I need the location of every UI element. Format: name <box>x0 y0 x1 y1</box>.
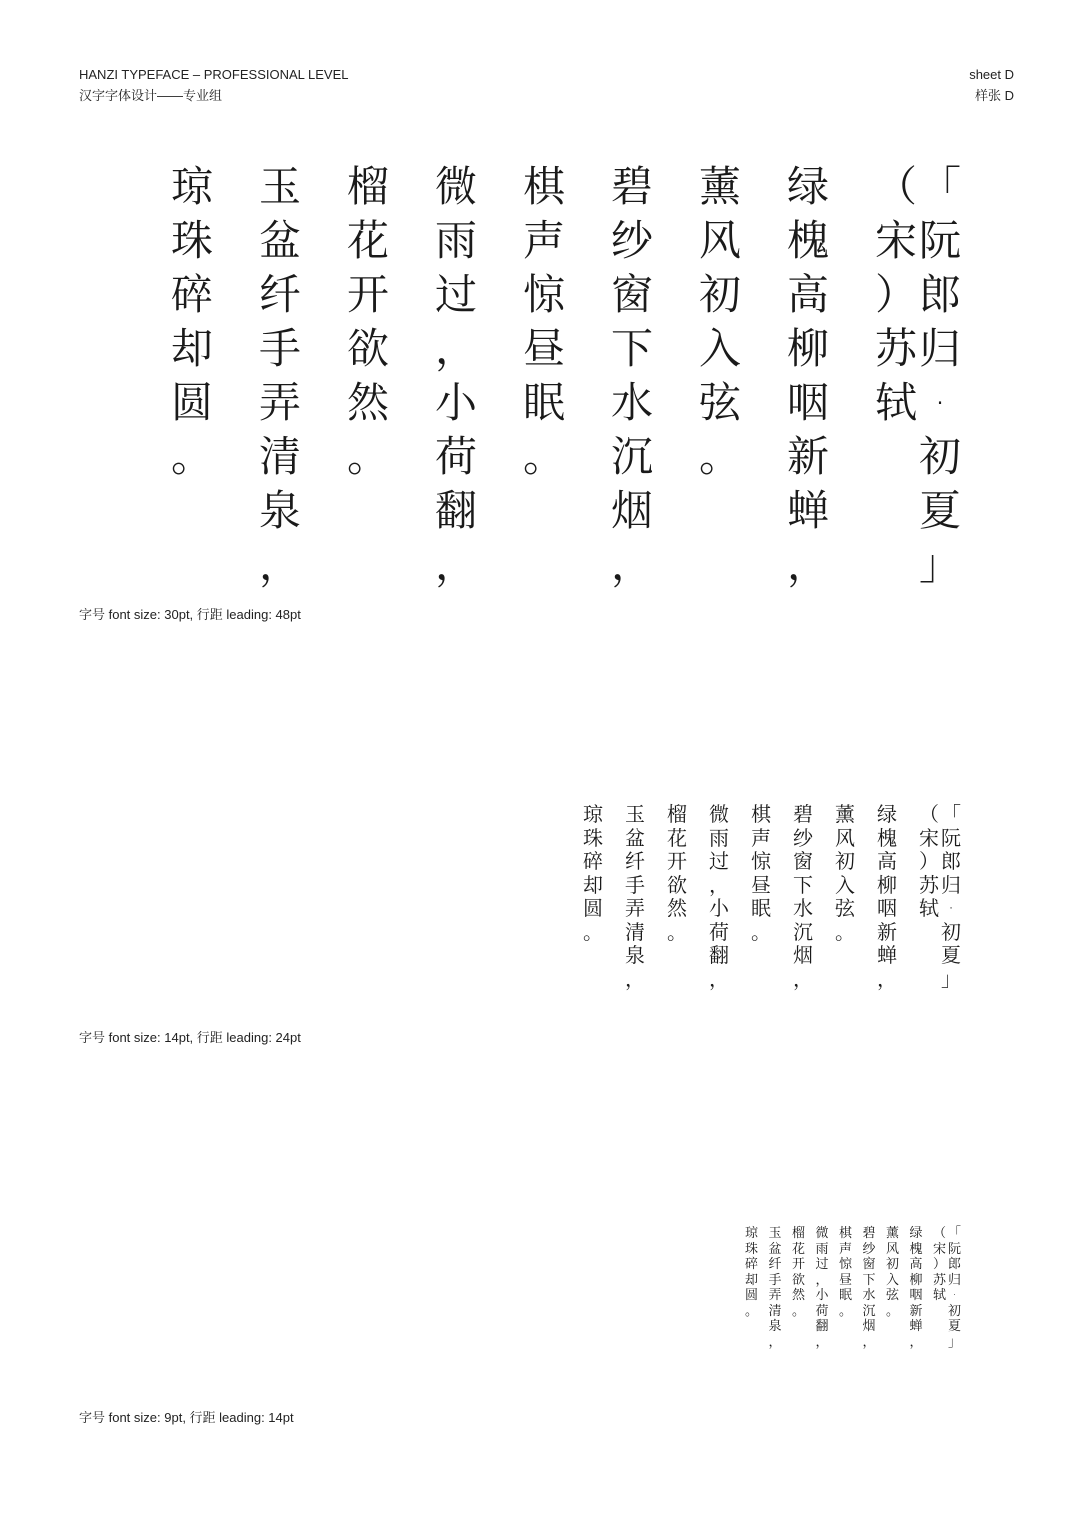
poem-character: 声 <box>522 216 565 265</box>
poem-character: 清 <box>258 432 301 481</box>
poem-character: 弄 <box>625 896 645 920</box>
poem-character: 圆 <box>583 896 603 920</box>
poem-character: 「 <box>941 802 961 826</box>
poem-character: 宋 <box>932 1241 946 1257</box>
poem-character: 下 <box>862 1272 876 1288</box>
poem-character: 夏 <box>947 1319 961 1334</box>
poem-column <box>947 1226 962 1350</box>
poem-character: ， <box>815 1272 829 1288</box>
poem-character: 荷 <box>815 1303 829 1319</box>
poem-character: 」 <box>941 966 961 991</box>
poem-character: 沉 <box>610 432 653 481</box>
poem-character: 新 <box>786 432 829 481</box>
poem-column <box>750 803 772 944</box>
poem-character: 阮 <box>941 825 961 850</box>
poem-column <box>876 803 898 991</box>
poem-column <box>792 803 814 991</box>
poem-character: 阮 <box>918 216 961 265</box>
poem-character: 郎 <box>941 849 961 873</box>
poem-character: 入 <box>835 872 855 897</box>
poem-character: 归 <box>941 872 961 897</box>
poem-character: 夏 <box>918 486 961 535</box>
poem-character: 花 <box>667 825 687 850</box>
poem-character: 却 <box>170 324 213 373</box>
poem-character: 玉 <box>258 162 301 211</box>
poem-character: （ <box>932 1226 946 1241</box>
poem-column <box>918 803 940 921</box>
poem-character: 棋 <box>522 162 565 211</box>
poem-column <box>918 160 962 592</box>
poem-character: 蝉 <box>786 486 829 535</box>
poem-character: 薰 <box>835 802 855 826</box>
poem-character: 轼 <box>932 1288 946 1303</box>
poem-character: 烟 <box>793 943 813 967</box>
poem-character: 初 <box>835 849 855 873</box>
poem-character: 。 <box>667 919 687 944</box>
poem-character: · <box>933 378 947 427</box>
poem-character: 手 <box>258 324 301 373</box>
poem-character: 初 <box>941 919 961 944</box>
poem-character: 苏 <box>919 872 939 897</box>
poem-character: 沉 <box>793 919 813 944</box>
poem-sample-14pt <box>562 803 962 991</box>
poem-character: 弦 <box>835 896 855 920</box>
poem-character: ） <box>932 1257 946 1272</box>
poem-character: 盆 <box>768 1241 782 1257</box>
poem-character: 入 <box>885 1272 899 1288</box>
poem-character: 弦 <box>698 378 741 427</box>
poem-column <box>610 160 654 592</box>
poem-character: · <box>952 1288 957 1303</box>
poem-character: 雨 <box>815 1241 829 1257</box>
poem-character: 惊 <box>751 849 771 873</box>
poem-character: 珠 <box>170 216 213 265</box>
poem-character: 郎 <box>947 1257 961 1272</box>
poem-character: 风 <box>835 825 855 850</box>
poem-character: 水 <box>610 378 653 427</box>
poem-character: 微 <box>815 1226 829 1241</box>
poem-character: 却 <box>744 1272 758 1288</box>
poem-character: 柳 <box>909 1272 923 1288</box>
poem-character: ， <box>709 872 729 897</box>
poem-character: ， <box>709 966 729 991</box>
poem-character: 初 <box>947 1303 961 1319</box>
poem-character: 圆 <box>170 378 213 427</box>
poem-character: 翻 <box>434 486 477 535</box>
poem-character: 弄 <box>768 1288 782 1303</box>
poem-character: ， <box>434 324 477 373</box>
poem-character: 眠 <box>751 896 771 920</box>
poem-character: 玉 <box>768 1226 782 1241</box>
poem-character: 翻 <box>815 1319 829 1334</box>
poem-character: 槐 <box>909 1241 923 1257</box>
poem-column <box>666 803 688 944</box>
poem-character: 开 <box>667 849 687 873</box>
poem-character: 珠 <box>583 825 603 850</box>
poem-character: 过 <box>815 1257 829 1272</box>
poem-column <box>258 160 302 592</box>
poem-column <box>698 160 742 484</box>
poem-character: ， <box>815 1334 829 1350</box>
poem-character: 雨 <box>434 216 477 265</box>
poem-character: 纱 <box>793 825 813 850</box>
poem-character: ） <box>874 270 917 319</box>
poem-column <box>874 160 918 430</box>
poem-character: 盆 <box>625 825 645 850</box>
poem-character: ， <box>793 966 813 991</box>
caption-14pt: 字号 font size: 14pt, 行距 leading: 24pt <box>79 1030 301 1045</box>
poem-character: 榴 <box>667 802 687 826</box>
poem-character: 欲 <box>791 1272 805 1288</box>
poem-character: 却 <box>583 872 603 897</box>
poem-character: 槐 <box>877 825 897 850</box>
header-title-en: HANZI TYPEFACE – PROFESSIONAL LEVEL <box>79 67 349 82</box>
poem-character: 柳 <box>786 324 829 373</box>
poem-character: 荷 <box>434 432 477 481</box>
poem-character: 昼 <box>838 1272 852 1288</box>
poem-character: 玉 <box>625 802 645 826</box>
poem-character: 初 <box>698 270 741 319</box>
poem-character: 初 <box>885 1257 899 1272</box>
poem-character: 柳 <box>877 872 897 897</box>
poem-character: 弄 <box>258 378 301 427</box>
poem-column <box>909 1226 924 1350</box>
poem-character: 。 <box>838 1303 852 1319</box>
poem-character: 烟 <box>862 1319 876 1334</box>
poem-character: 归 <box>918 324 961 373</box>
poem-character: 纤 <box>768 1257 782 1272</box>
poem-character: 榴 <box>346 162 389 211</box>
poem-character: 微 <box>709 802 729 826</box>
poem-character: · <box>947 896 955 920</box>
poem-character: 。 <box>346 432 389 481</box>
poem-character: 泉 <box>625 943 645 967</box>
poem-character: 欲 <box>667 872 687 897</box>
poem-character: 。 <box>522 432 565 481</box>
poem-character: 绿 <box>909 1226 923 1241</box>
poem-character: 手 <box>625 872 645 897</box>
poem-character: 。 <box>698 432 741 481</box>
poem-character: 槐 <box>786 216 829 265</box>
poem-character: 高 <box>909 1257 923 1272</box>
poem-character: 过 <box>434 270 477 319</box>
poem-character: 泉 <box>258 486 301 535</box>
poem-character: 绿 <box>786 162 829 211</box>
poem-character: 。 <box>744 1303 758 1319</box>
poem-character: 下 <box>610 324 653 373</box>
poem-character: ， <box>877 966 897 991</box>
poem-character: 惊 <box>522 270 565 319</box>
poem-character: 小 <box>815 1288 829 1303</box>
poem-character: 咽 <box>786 378 829 427</box>
poem-character: 昼 <box>751 872 771 897</box>
poem-character: 新 <box>877 919 897 944</box>
poem-character: 入 <box>698 324 741 373</box>
poem-character: 泉 <box>768 1319 782 1334</box>
poem-character: 榴 <box>791 1226 805 1241</box>
poem-character: 「 <box>947 1226 961 1241</box>
poem-character: ， <box>862 1334 876 1350</box>
caption-30pt: 字号 font size: 30pt, 行距 leading: 48pt <box>79 607 301 622</box>
poem-column <box>862 1226 877 1350</box>
poem-character: 。 <box>885 1303 899 1319</box>
poem-column <box>744 1226 759 1319</box>
poem-character: 盆 <box>258 216 301 265</box>
poem-column <box>834 803 856 944</box>
poem-character: 蝉 <box>877 943 897 967</box>
poem-character: ， <box>610 540 653 589</box>
poem-character: 惊 <box>838 1257 852 1272</box>
poem-character: 纤 <box>625 849 645 873</box>
poem-character: 昼 <box>522 324 565 373</box>
poem-character: 。 <box>791 1303 805 1319</box>
poem-character: 纤 <box>258 270 301 319</box>
poem-character: 碧 <box>793 802 813 826</box>
poem-character: 风 <box>698 216 741 265</box>
poem-character: 声 <box>838 1241 852 1257</box>
poem-column <box>786 160 830 592</box>
poem-character: （ <box>919 802 939 826</box>
poem-character: 高 <box>877 849 897 873</box>
poem-character: 沉 <box>862 1303 876 1319</box>
poem-column <box>815 1226 830 1350</box>
caption-9pt: 字号 font size: 9pt, 行距 leading: 14pt <box>79 1410 294 1425</box>
poem-character: 花 <box>346 216 389 265</box>
poem-character: 小 <box>709 896 729 920</box>
poem-character: 蝉 <box>909 1319 923 1334</box>
poem-character: 初 <box>918 432 961 481</box>
poem-character: 声 <box>751 825 771 850</box>
poem-character: 过 <box>709 849 729 873</box>
poem-character: 。 <box>835 919 855 944</box>
poem-character: 翻 <box>709 943 729 967</box>
header-title-cn: 汉字字体设计——专业组 <box>79 88 223 103</box>
poem-character: 。 <box>751 919 771 944</box>
poem-character: 然 <box>667 896 687 920</box>
poem-character: ， <box>909 1334 923 1350</box>
poem-character: 夏 <box>941 943 961 967</box>
poem-character: 小 <box>434 378 477 427</box>
poem-character: 高 <box>786 270 829 319</box>
poem-character: 然 <box>791 1288 805 1303</box>
poem-character: 水 <box>793 896 813 920</box>
poem-character: 绿 <box>877 802 897 826</box>
poem-character: 苏 <box>932 1272 946 1288</box>
poem-character: 新 <box>909 1303 923 1319</box>
poem-column <box>522 160 566 484</box>
poem-character: ， <box>434 540 477 589</box>
poem-character: 琼 <box>583 802 603 826</box>
poem-character: （ <box>874 162 917 211</box>
poem-character: 弦 <box>885 1288 899 1303</box>
poem-character: 花 <box>791 1241 805 1257</box>
poem-column <box>768 1226 783 1350</box>
poem-character: 薰 <box>698 162 741 211</box>
poem-character: 轼 <box>874 378 917 427</box>
poem-character: 碧 <box>862 1226 876 1241</box>
poem-character: 」 <box>947 1334 961 1350</box>
poem-character: 琼 <box>170 162 213 211</box>
poem-character: 薰 <box>885 1226 899 1241</box>
header-left <box>79 64 348 106</box>
poem-column <box>791 1226 806 1319</box>
poem-sample-9pt <box>736 1226 963 1350</box>
poem-character: 阮 <box>947 1241 961 1257</box>
poem-character: 碧 <box>610 162 653 211</box>
poem-character: 纱 <box>610 216 653 265</box>
poem-character: 碎 <box>583 849 603 873</box>
poem-character: 碎 <box>744 1257 758 1272</box>
poem-character: 纱 <box>862 1241 876 1257</box>
poem-character: 窗 <box>793 849 813 873</box>
poem-character: 雨 <box>709 825 729 850</box>
poem-character: 归 <box>947 1272 961 1288</box>
poem-character: 咽 <box>909 1288 923 1303</box>
sheet-label-en: sheet D <box>969 67 1014 82</box>
poem-column <box>170 160 214 484</box>
poem-column <box>885 1226 900 1319</box>
poem-character: 烟 <box>610 486 653 535</box>
poem-character: 碎 <box>170 270 213 319</box>
poem-character: 」 <box>918 540 961 589</box>
poem-column <box>624 803 646 991</box>
poem-character: 开 <box>791 1257 805 1272</box>
poem-column <box>434 160 478 592</box>
poem-character: 棋 <box>751 802 771 826</box>
poem-character: 棋 <box>838 1226 852 1241</box>
poem-sample-30pt <box>126 160 962 592</box>
poem-character: 珠 <box>744 1241 758 1257</box>
poem-character: 然 <box>346 378 389 427</box>
poem-character: 手 <box>768 1272 782 1288</box>
poem-character: 郎 <box>918 270 961 319</box>
poem-column <box>708 803 730 991</box>
poem-character: 琼 <box>744 1226 758 1241</box>
poem-character: 。 <box>583 919 603 944</box>
poem-character: 风 <box>885 1241 899 1257</box>
poem-character: 清 <box>625 919 645 944</box>
poem-character: 窗 <box>862 1257 876 1272</box>
poem-column <box>838 1226 853 1319</box>
poem-character: 水 <box>862 1288 876 1303</box>
poem-column <box>346 160 390 484</box>
poem-character: ， <box>258 540 301 589</box>
poem-character: 开 <box>346 270 389 319</box>
header-right <box>969 64 1014 106</box>
poem-character: 宋 <box>919 825 939 850</box>
poem-character: ， <box>625 966 645 991</box>
poem-character: ， <box>768 1334 782 1350</box>
poem-character: 下 <box>793 872 813 897</box>
poem-character: 。 <box>170 432 213 481</box>
poem-character: 圆 <box>744 1288 758 1303</box>
poem-character: 眠 <box>838 1288 852 1303</box>
poem-character: ， <box>786 540 829 589</box>
poem-character: ） <box>919 849 939 873</box>
sheet-label-cn: 样张 D <box>974 88 1014 103</box>
poem-character: 荷 <box>709 919 729 944</box>
poem-character: 宋 <box>874 216 917 265</box>
poem-character: 轼 <box>919 896 939 920</box>
poem-character: 微 <box>434 162 477 211</box>
poem-character: 眠 <box>522 378 565 427</box>
poem-column <box>932 1226 947 1304</box>
poem-character: 苏 <box>874 324 917 373</box>
poem-column <box>582 803 604 944</box>
poem-character: 清 <box>768 1303 782 1319</box>
poem-character: 「 <box>918 162 961 211</box>
poem-character: 咽 <box>877 896 897 920</box>
poem-character: 欲 <box>346 324 389 373</box>
poem-column <box>940 803 962 991</box>
poem-character: 窗 <box>610 270 653 319</box>
